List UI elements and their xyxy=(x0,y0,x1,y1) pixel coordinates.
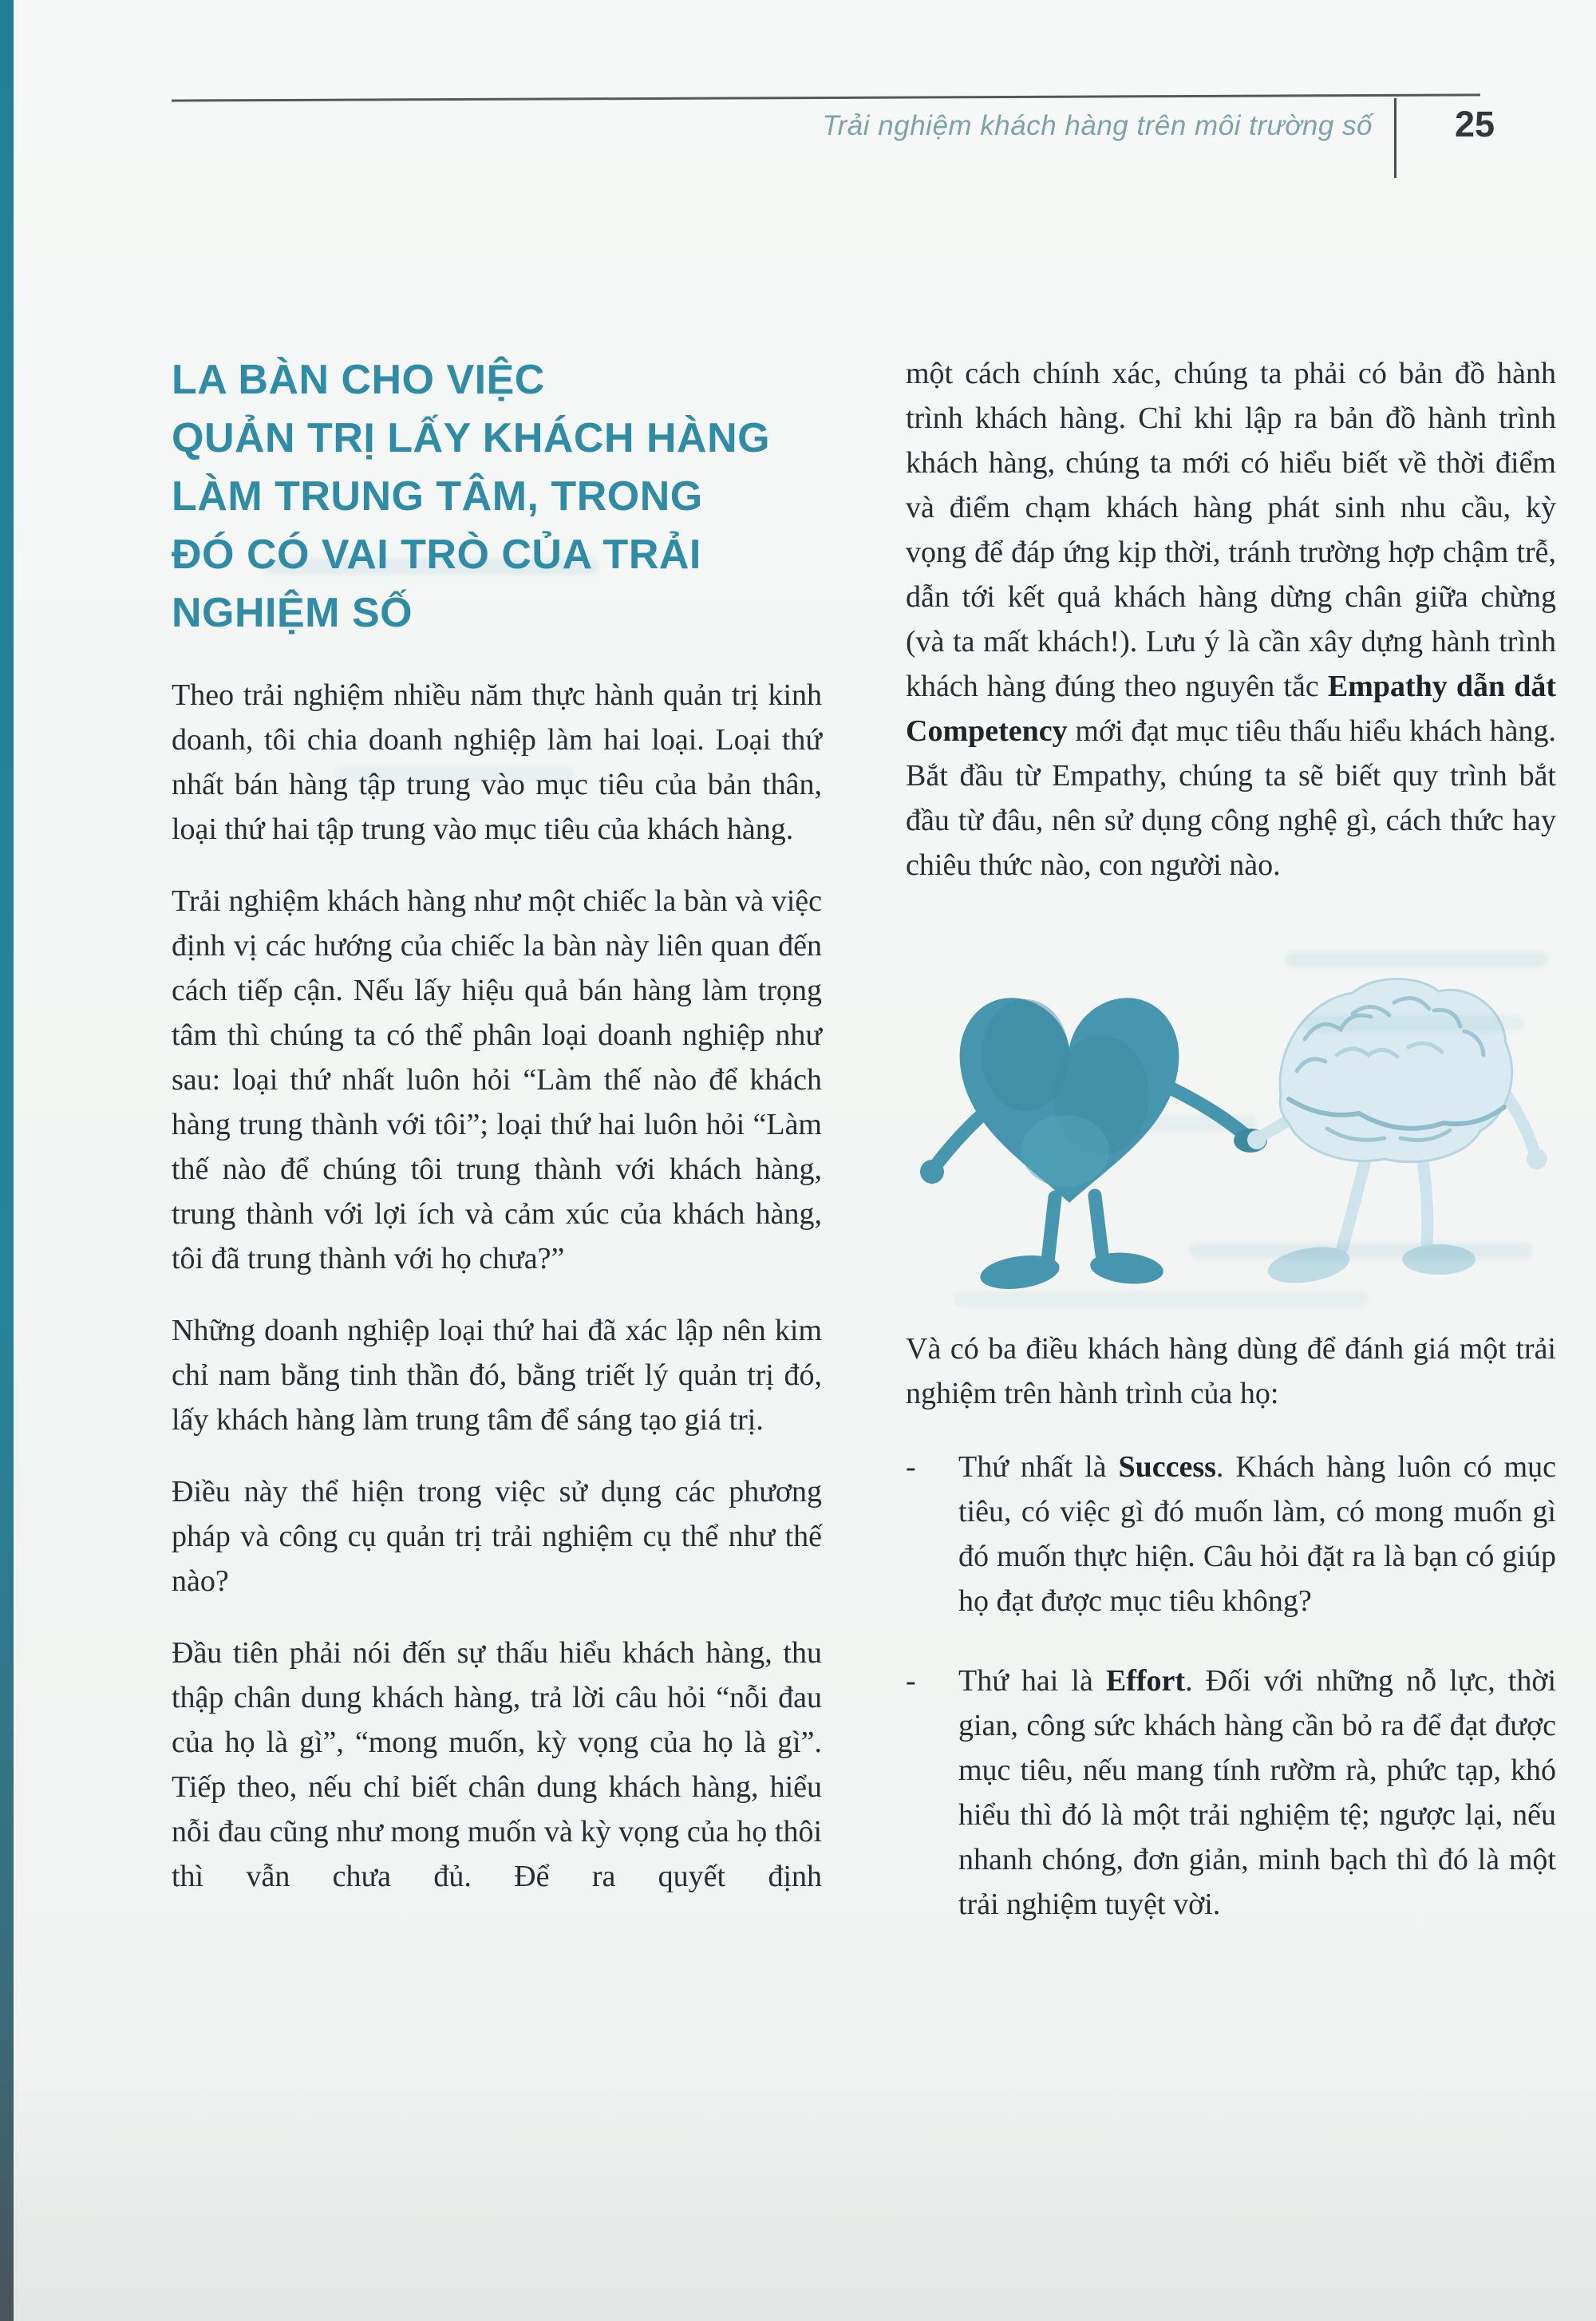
left-column xyxy=(172,351,822,1962)
list-intro: Và có ba điều khách hàng dùng để đánh giá một trải nghiệm trên hành trình của họ: xyxy=(906,1332,1556,1410)
keyword-success: Success xyxy=(1118,1450,1216,1484)
bullet-dash: - xyxy=(906,1664,916,1698)
list-item-success xyxy=(906,1445,1556,1623)
heart-character xyxy=(920,998,1267,1294)
header-divider-line xyxy=(1394,98,1396,178)
bullet-text xyxy=(958,1445,1556,1623)
brain-character xyxy=(1247,979,1547,1288)
page-number: 25 xyxy=(1454,104,1495,144)
bullet-text-part: . Khách hàng luôn có mục tiêu, có việc gì đó muốn làm, có mong muốn gì đó muốn thực hiện. Câu hỏi đặt ra là bạn có giúp họ đạt được mục tiêu không? xyxy=(958,1450,1556,1618)
running-header-title: Trải nghiệm khách hàng trên môi trường số xyxy=(822,110,1373,141)
header-rule-line xyxy=(172,93,1480,101)
list-item-effort xyxy=(906,1659,1556,1927)
paragraph: Những doanh nghiệp loại thứ hai đã xác lập nên kim chỉ nam bằng tinh thần đó, bằng triết lý quản trị đó, lấy khách hàng làm trung tâm để sáng tạo giá trị. xyxy=(172,1314,822,1437)
heading-line: ĐÓ CÓ VAI TRÒ CỦA TRẢI xyxy=(172,532,701,578)
right-column xyxy=(906,351,1556,1962)
paragraph-text: một cách chính xác, chúng ta phải có bản đồ hành trình khách hàng. Chỉ khi lập ra bản đồ hành trình khách hàng, chúng ta mới có hiểu biết về thời điểm và điểm chạm khách hàng phát sinh nhu cầu, kỳ vọng để đáp ứng kịp thời, tránh trường hợp chậm trễ, dẫn tới kết quả khách hàng dừng chân giữa chừng (và ta mất khách!). Lưu ý là cần xây dựng hành trình khách hàng đúng theo nguyên tắc xyxy=(906,357,1556,703)
keyword-empathy-competency: Empathy dẫn dắt Competency xyxy=(906,670,1556,748)
heading-line: NGHIỆM SỐ xyxy=(172,590,413,636)
paragraph: Điều này thể hiện trong việc sử dụng các phương pháp và công cụ quản trị trải nghiệm cụ thể như thế nào? xyxy=(172,1475,822,1598)
paragraph xyxy=(906,351,1556,888)
heart-brain-illustration xyxy=(906,927,1556,1303)
paragraph: Trải nghiệm khách hàng như một chiếc la bàn và việc định vị các hướng của chiếc la bàn này liên quan đến cách tiếp cận. Nếu lấy hiệu quả bán hàng làm trọng tâm thì chúng ta có thể phân loại doanh nghiệp như sau: loại thứ nhất luôn hỏi “Làm thế nào để khách hàng trung thành với tôi”; loại thứ hai luôn hỏi “Làm thế nào để chúng tôi trung thành với khách hàng, trung thành với lợi ích và cảm xúc của khách hàng, tôi đã trung thành với họ chưa?” xyxy=(172,884,822,1275)
heading-line: QUẢN TRỊ LẤY KHÁCH HÀNG xyxy=(172,415,771,461)
paragraph: Đầu tiên phải nói đến sự thấu hiểu khách hàng, thu thập chân dung khách hàng, trả lời câu hỏi “nỗi đau của họ là gì”, “mong muốn, kỳ vọng của họ là gì”. Tiếp theo, nếu chỉ biết chân dung khách hàng, hiểu nỗi đau cũng như mong muốn và kỳ vọng của họ thôi thì vẫn chưa đủ. Để ra quyết định xyxy=(172,1636,822,1893)
bullet-text xyxy=(958,1659,1556,1927)
bullet-text-part: Thứ nhất là xyxy=(958,1450,1119,1484)
book-spine-edge xyxy=(0,0,14,2321)
paragraph-text: mới đạt mục tiêu thấu hiểu khách hàng. Bắt đầu từ Empathy, chúng ta sẽ biết quy trình bắt đầu từ đâu, nên sử dụng công nghệ gì, cách thức hay chiêu thức nào, con người nào. xyxy=(906,714,1556,882)
keyword-effort: Effort xyxy=(1105,1664,1186,1698)
section-heading xyxy=(172,351,822,643)
bullet-dash: - xyxy=(906,1450,916,1484)
paragraph: Theo trải nghiệm nhiều năm thực hành quản trị kinh doanh, tôi chia doanh nghiệp làm hai loại. Loại thứ nhất bán hàng tập trung vào mục tiêu của bản thân, loại thứ hai tập trung vào mục tiêu của khách hàng. xyxy=(172,678,822,846)
heading-line: LA BÀN CHO VIỆC xyxy=(172,357,545,403)
bullet-text-part: . Đối với những nỗ lực, thời gian, công sức khách hàng cần bỏ ra để đạt được mục tiêu, nếu mang tính rườm rà, phức tạp, khó hiểu thì đó là một trải nghiệm tệ; ngược lại, nếu nhanh chóng, đơn giản, minh bạch thì đó là một trải nghiệm tuyệt vời. xyxy=(958,1664,1557,1921)
heading-line: LÀM TRUNG TÂM, TRONG xyxy=(172,473,703,520)
bullet-text-part: Thứ hai là xyxy=(958,1664,1106,1698)
